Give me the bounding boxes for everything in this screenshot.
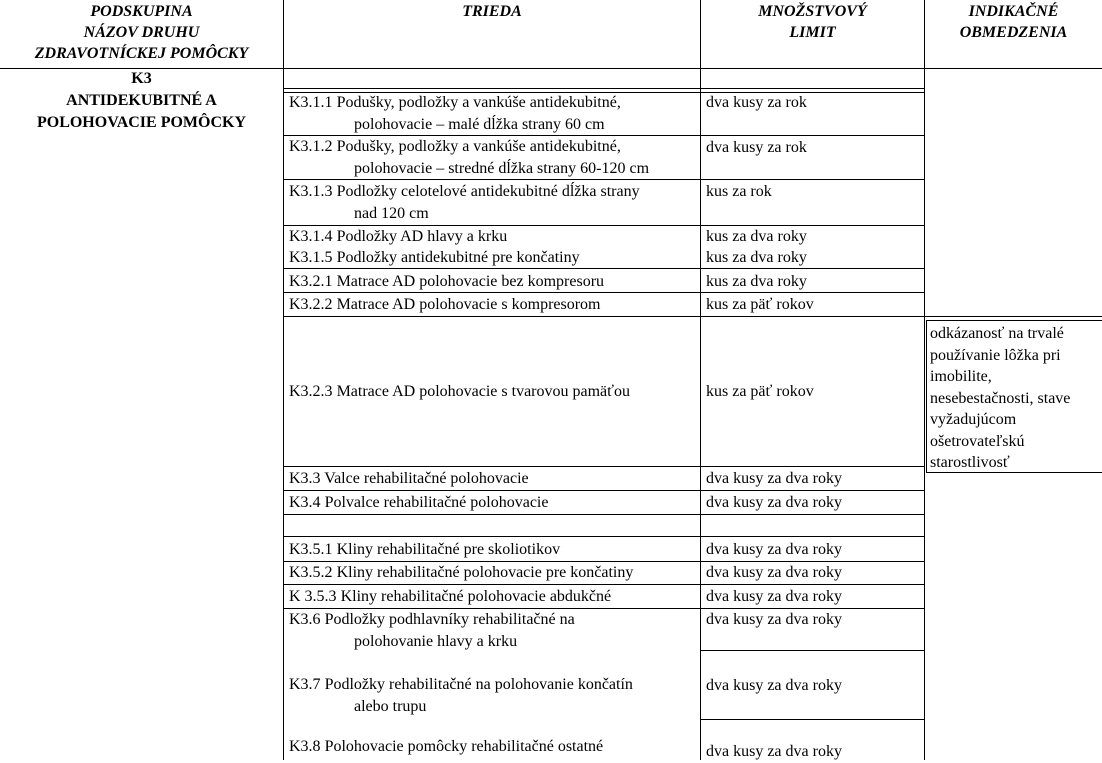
- limit-cell: dva kusy za dva roky: [706, 611, 842, 628]
- class-cell: K3.6 Podložky podhlavníky rehabilitačné na polohovanie hlavy a krku: [289, 611, 575, 650]
- limit-cell: kus za dva roky: [706, 228, 807, 245]
- column-divider: [283, 0, 284, 760]
- limit-cell: dva kusy za dva roky: [706, 470, 842, 487]
- indication-line: starostlivosť: [930, 454, 1010, 471]
- class-cell: K3.2.2 Matrace AD polohovacie s kompresorom: [289, 296, 601, 313]
- limit-cell: dva kusy za dva roky: [706, 494, 842, 511]
- header-text: NÁZOV DRUHU: [83, 24, 200, 41]
- row-border: [701, 650, 924, 651]
- limit-cell: dva kusy za dva roky: [706, 743, 842, 760]
- column-divider: [700, 0, 701, 760]
- indication-line: odkázanosť na trvalé: [930, 325, 1064, 342]
- limit-cell: kus za rok: [706, 183, 772, 200]
- header-subgroup: [0, 1, 283, 64]
- class-cell: K3.1.4 Podložky AD hlavy a krku: [289, 228, 508, 245]
- header-text: MNOŽSTVOVÝ: [758, 3, 867, 20]
- limit-cell: dva kusy za dva roky: [706, 588, 842, 605]
- class-cell: K3.7 Podložky rehabilitačné na polohovanie končatín alebo trupu: [289, 676, 633, 715]
- group-title-line: POLOHOVACIE POMÔCKY: [36, 114, 247, 131]
- header-text: LIMIT: [789, 24, 836, 41]
- header-text: PODSKUPINA: [90, 3, 193, 20]
- limit-cell: dva kusy za dva roky: [706, 564, 842, 581]
- class-cell: K3.5.2 Kliny rehabilitačné polohovacie pre končatiny: [289, 564, 634, 581]
- indication-line: nesebestačnosti, stave: [930, 389, 1071, 407]
- class-cell: K 3.5.3 Kliny rehabilitačné polohovacie abdukčné: [289, 588, 612, 605]
- header-class: [284, 1, 700, 22]
- class-cell: K3.5.1 Kliny rehabilitačné pre skoliotikov: [289, 541, 561, 558]
- class-cell: K3.3 Valce rehabilitačné polohovacie: [289, 470, 529, 487]
- class-cell: K3.1.1 Podušky, podložky a vankúše antidekubitné, polohovacie – malé dĺžka strany 60 cm: [289, 94, 621, 133]
- class-cell: K3.1.3 Podložky celotelové antidekubitné dĺžka strany nad 120 cm: [289, 183, 640, 222]
- class-cell: K3.1.2 Podušky, podložky a vankúše antidekubitné, polohovacie – stredné dĺžka strany 60-120 cm: [289, 138, 650, 177]
- indication-box-border: [926, 320, 927, 473]
- header-text: INDIKAČNÉ: [968, 3, 1059, 20]
- header-limit: [701, 1, 924, 43]
- indication-box-border: [926, 320, 1102, 321]
- header-text: OBMEDZENIA: [959, 24, 1068, 41]
- class-cell: K3.2.3 Matrace AD polohovacie s tvarovou pamäťou: [289, 383, 630, 400]
- group-title-line: ANTIDEKUBITNÉ A: [66, 92, 217, 109]
- limit-cell: dva kusy za dva roky: [706, 677, 842, 694]
- limit-cell: dva kusy za dva roky: [706, 541, 842, 558]
- limit-cell: dva kusy za rok: [706, 139, 807, 156]
- header-text: TRIEDA: [462, 3, 522, 20]
- class-cell: K3.8 Polohovacie pomôcky rehabilitačné ostatné: [289, 738, 604, 755]
- indication-cell: [930, 323, 1100, 474]
- row-border: [284, 466, 924, 467]
- indication-line: vyžadujúcom: [930, 411, 1017, 428]
- row-border: [284, 536, 924, 537]
- row-border: [284, 316, 1102, 317]
- limit-cell: kus za päť rokov: [706, 296, 814, 313]
- row-border: [701, 719, 924, 720]
- group-code: K3: [131, 70, 152, 87]
- class-cell: K3.1.5 Podložky antidekubitné pre končatiny: [289, 249, 580, 266]
- row-border: [284, 88, 924, 89]
- limit-cell: kus za dva roky: [706, 249, 807, 266]
- column-divider: [924, 0, 925, 760]
- class-cell: K3.2.1 Matrace AD polohovacie bez kompresoru: [289, 273, 605, 290]
- header-text: ZDRAVOTNÍCKEJ POMÔCKY: [34, 45, 249, 62]
- row-border: [284, 584, 924, 585]
- row-border: [284, 514, 924, 515]
- header-indication: [925, 1, 1102, 43]
- indication-line: ošetrovateľskú: [930, 432, 1025, 450]
- limit-cell: dva kusy za rok: [706, 94, 807, 111]
- group-name: [0, 68, 283, 134]
- class-cell: K3.4 Polvalce rehabilitačné polohovacie: [289, 494, 549, 511]
- limit-cell: kus za dva roky: [706, 273, 807, 290]
- indication-line: používanie lôžka pri: [930, 346, 1061, 364]
- limit-cell: kus za päť rokov: [706, 383, 814, 400]
- row-border: [284, 490, 924, 491]
- indication-line: imobilite,: [930, 368, 992, 385]
